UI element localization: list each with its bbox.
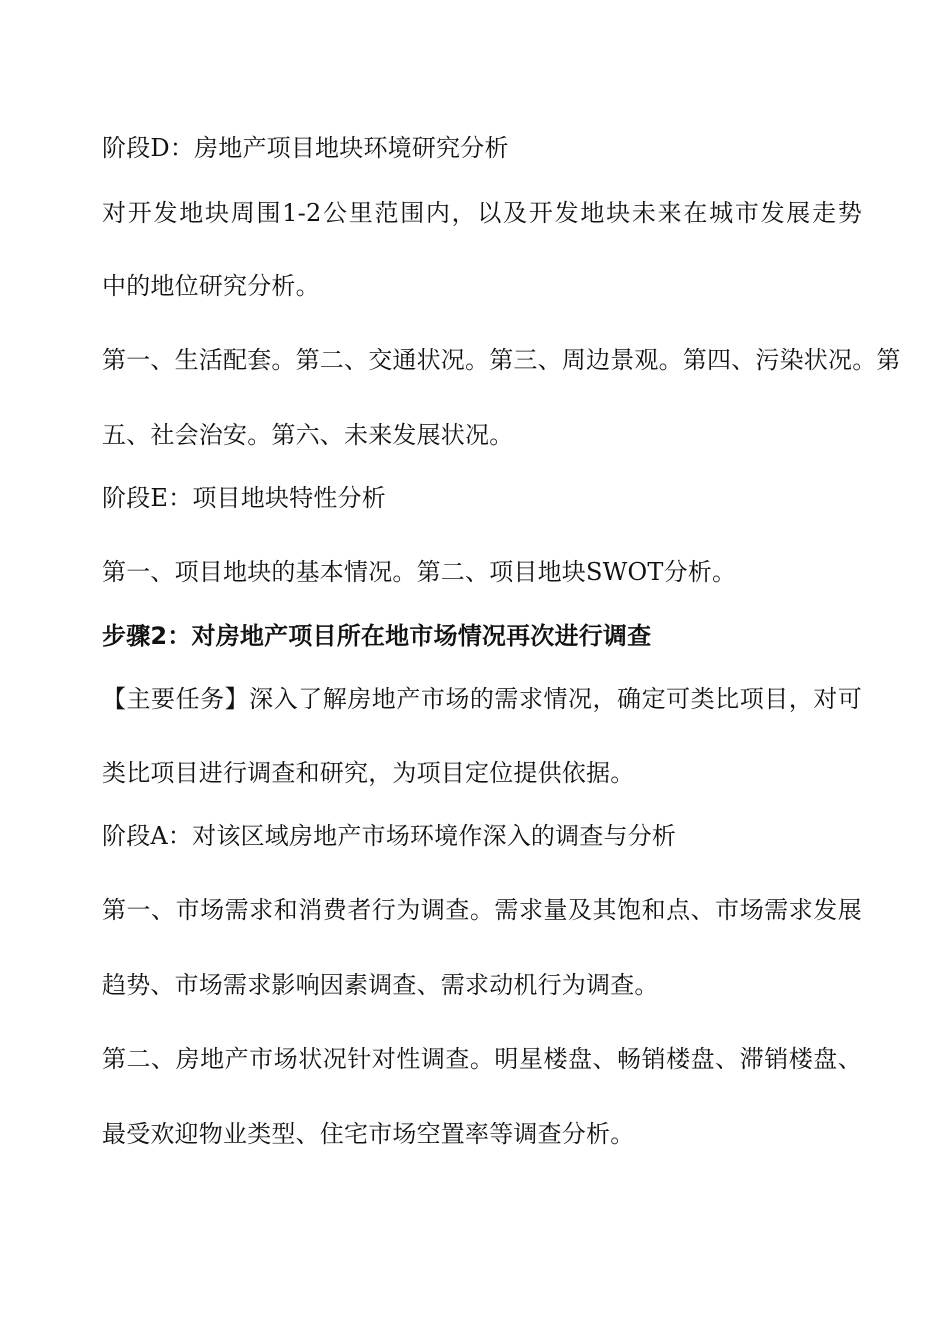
phase-d-paragraph-line-1: 对开发地块周围1-2公里范围内，以及开发地块未来在城市发展走势 bbox=[102, 199, 862, 227]
phase-d-list-line-2: 五、社会治安。第六、未来发展状况。 bbox=[102, 421, 514, 449]
main-task-line-1: 【主要任务】深入了解房地产市场的需求情况，确定可类比项目，对可 bbox=[102, 685, 862, 713]
step-2-heading: 步骤2：对房地产项目所在地市场情况再次进行调查 bbox=[102, 622, 652, 650]
phase-a-item-1-line-1: 第一、市场需求和消费者行为调查。需求量及其饱和点、市场需求发展 bbox=[102, 896, 862, 924]
phase-e-heading: 阶段E：项目地块特性分析 bbox=[102, 484, 386, 512]
phase-a-heading: 阶段A：对该区域房地产市场环境作深入的调查与分析 bbox=[102, 822, 677, 850]
phase-a-item-2-line-2: 最受欢迎物业类型、住宅市场空置率等调查分析。 bbox=[102, 1120, 635, 1148]
phase-d-heading: 阶段D：房地产项目地块环境研究分析 bbox=[102, 134, 509, 162]
phase-a-item-2-line-1: 第二、房地产市场状况针对性调查。明星楼盘、畅销楼盘、滞销楼盘、 bbox=[102, 1045, 862, 1073]
main-task-line-2: 类比项目进行调查和研究，为项目定位提供依据。 bbox=[102, 759, 635, 787]
phase-d-paragraph-line-2: 中的地位研究分析。 bbox=[102, 272, 320, 300]
phase-d-list-line-1: 第一、生活配套。第二、交通状况。第三、周边景观。第四、污染状况。第 bbox=[102, 346, 901, 374]
phase-a-item-1-line-2: 趋势、市场需求影响因素调查、需求动机行为调查。 bbox=[102, 971, 659, 999]
phase-e-list: 第一、项目地块的基本情况。第二、项目地块SWOT分析。 bbox=[102, 558, 737, 586]
